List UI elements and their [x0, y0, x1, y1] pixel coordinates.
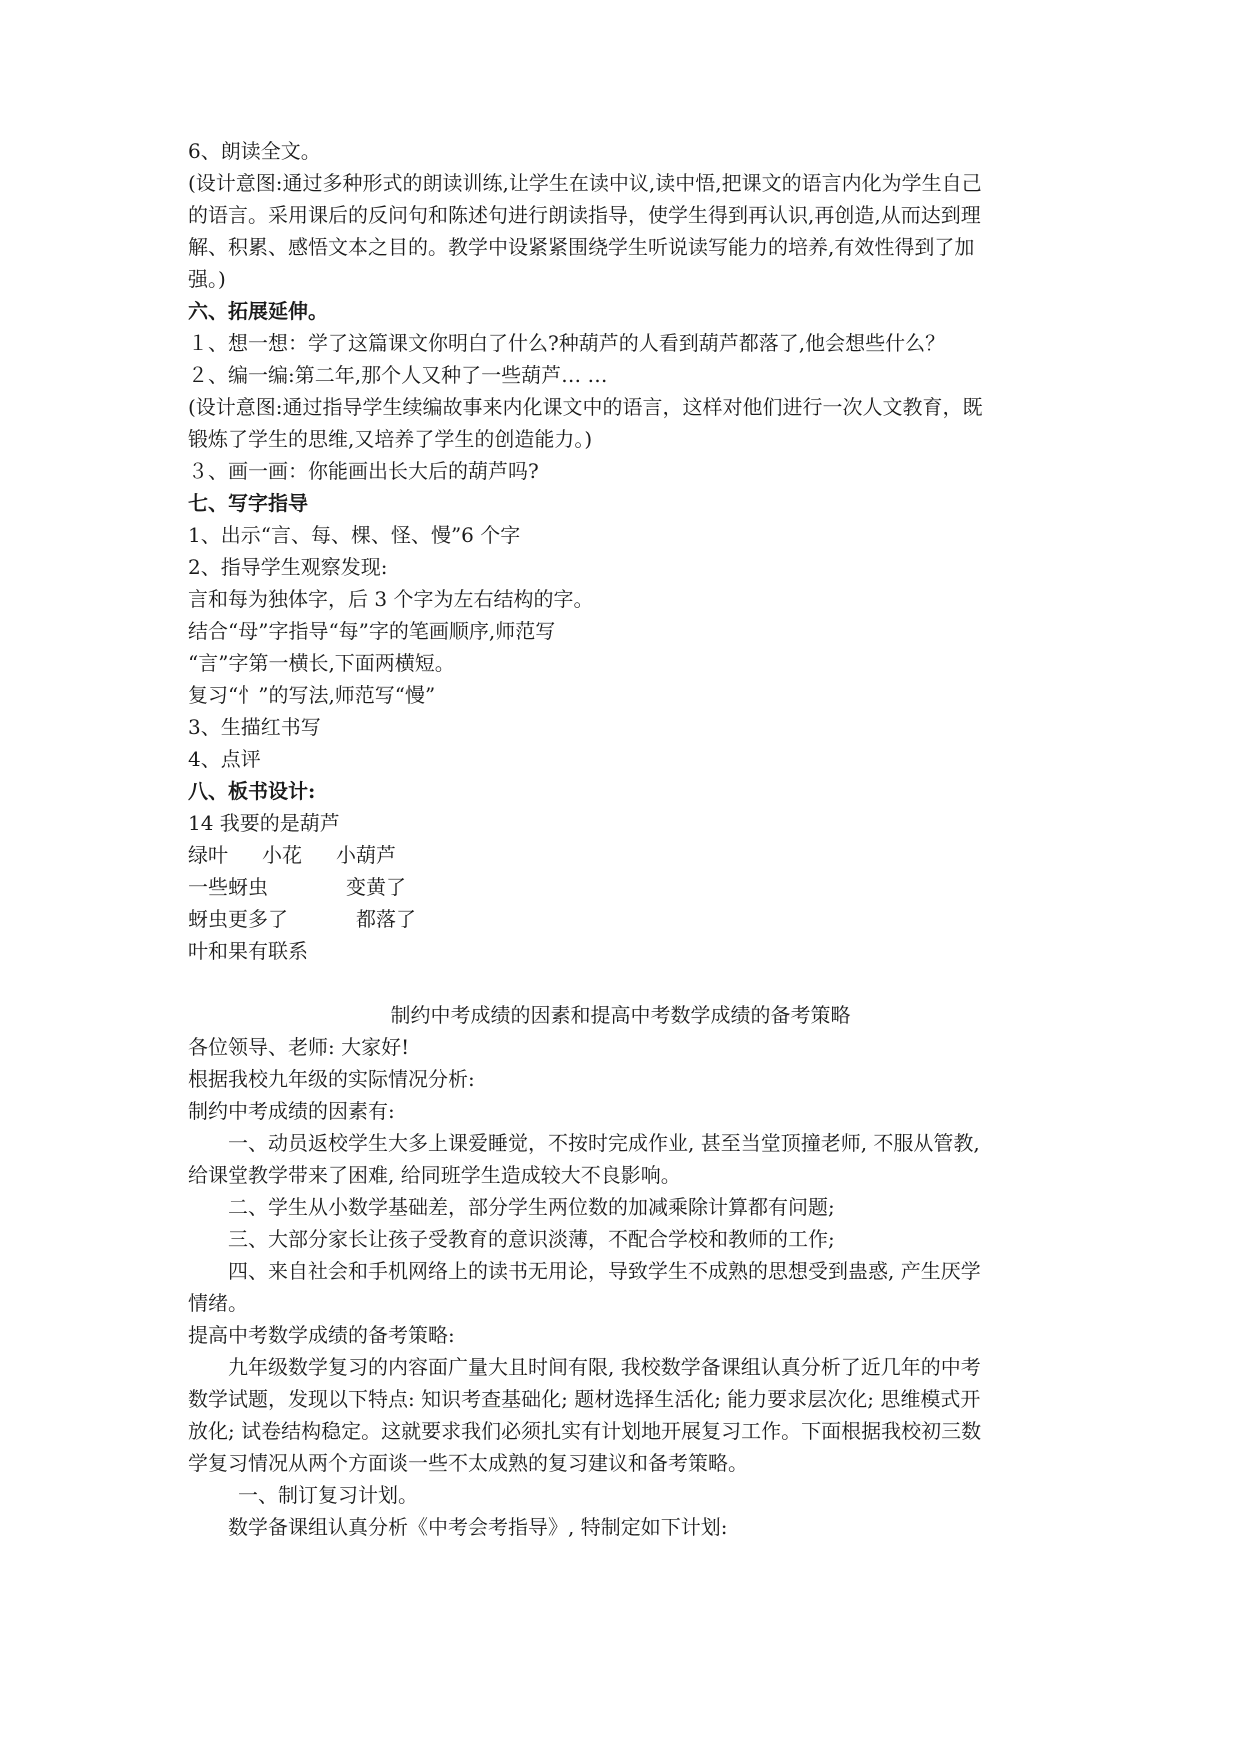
- writing-step: 复习“忄”的写法,师范写“慢”: [188, 683, 436, 707]
- extension-item: ３、画一画：你能画出长大后的葫芦吗?: [188, 459, 539, 483]
- writing-step: 言和每为独体字，后 3 个字为左右结构的字。: [188, 587, 594, 611]
- writing-step: “言”字第一横长,下面两横短。: [188, 651, 455, 675]
- board-cell: 变黄了: [346, 875, 406, 899]
- plan-heading: 一、制订复习计划。: [238, 1483, 418, 1507]
- factor-item: 情绪。: [188, 1291, 248, 1315]
- writing-step: 结合“母”字指导“每”字的笔画顺序,师范写: [188, 619, 556, 643]
- extension-item: １、想一想：学了这篇课文你明白了什么?种葫芦的人看到葫芦都落了,他会想些什么？: [188, 331, 946, 355]
- board-row: 叶和果有联系: [188, 939, 308, 963]
- design-intent-line: 锻炼了学生的思维,又培养了学生的创造能力。): [188, 427, 593, 451]
- design-intent-line: (设计意图:通过多种形式的朗读训练,让学生在读中议,读中悟,把课文的语言内化为学生自己: [188, 171, 982, 195]
- heading-board-design: 八、板书设计:: [188, 779, 316, 803]
- writing-step: 1、出示“言、每、棵、怪、慢”6 个字: [188, 523, 521, 547]
- board-row: [188, 874, 406, 900]
- strategy-heading: 提高中考数学成绩的备考策略:: [188, 1323, 455, 1347]
- board-cell: 小花: [262, 843, 302, 867]
- article-title: 制约中考成绩的因素和提高中考数学成绩的备考策略: [390, 1003, 851, 1027]
- strategy-paragraph: 放化; 试卷结构稳定。这就要求我们必须扎实有计划地开展复习工作。下面根据我校初三数: [188, 1419, 982, 1443]
- greeting: 各位领导、老师: 大家好!: [188, 1035, 410, 1059]
- extension-item: ２、编一编:第二年,那个人又种了一些葫芦… …: [188, 363, 608, 387]
- writing-step: 4、点评: [188, 747, 261, 771]
- plan-text: 数学备课组认真分析《中考会考指导》, 特制定如下计划:: [228, 1515, 728, 1539]
- intro-line: 根据我校九年级的实际情况分析:: [188, 1067, 475, 1091]
- step-read-all: 6、朗读全文。: [188, 139, 321, 163]
- board-cell: 一些蚜虫: [188, 875, 268, 899]
- board-cell: 绿叶: [188, 843, 228, 867]
- design-intent-line: 的语言。采用课后的反问句和陈述句进行朗读指导，使学生得到再认识,再创造,从而达到理: [188, 203, 981, 227]
- strategy-paragraph: 九年级数学复习的内容面广量大且时间有限, 我校数学备课组认真分析了近几年的中考: [228, 1355, 981, 1379]
- factor-item: 二、学生从小数学基础差，部分学生两位数的加减乘除计算都有问题;: [228, 1195, 835, 1219]
- writing-step: 2、指导学生观察发现:: [188, 555, 388, 579]
- factor-item: 给课堂教学带来了困难, 给同班学生造成较大不良影响。: [188, 1163, 681, 1187]
- factor-item: 四、来自社会和手机网络上的读书无用论，导致学生不成熟的思想受到蛊惑, 产生厌学: [228, 1259, 981, 1283]
- board-row: [188, 842, 396, 868]
- board-title: 14 我要的是葫芦: [188, 811, 340, 835]
- board-cell: 都落了: [356, 907, 416, 931]
- writing-step: 3、生描红书写: [188, 715, 321, 739]
- board-row: [188, 906, 416, 932]
- factor-item: 一、动员返校学生大多上课爱睡觉，不按时完成作业, 甚至当堂顶撞老师, 不服从管教,: [228, 1131, 980, 1155]
- board-cell: 小葫芦: [336, 843, 396, 867]
- heading-extension: 六、拓展延伸。: [188, 299, 328, 323]
- design-intent-line: 强。): [188, 267, 226, 291]
- strategy-paragraph: 学复习情况从两个方面谈一些不太成熟的复习建议和备考策略。: [188, 1451, 748, 1475]
- factors-heading: 制约中考成绩的因素有:: [188, 1099, 395, 1123]
- design-intent-line: (设计意图:通过指导学生续编故事来内化课文中的语言，这样对他们进行一次人文教育，既: [188, 395, 983, 419]
- strategy-paragraph: 数学试题，发现以下特点: 知识考查基础化; 题材选择生活化; 能力要求层次化; 思维模式开: [188, 1387, 981, 1411]
- heading-writing-guide: 七、写字指导: [188, 491, 308, 515]
- design-intent-line: 解、积累、感悟文本之目的。教学中设紧紧围绕学生听说读写能力的培养,有效性得到了加: [188, 235, 975, 259]
- factor-item: 三、大部分家长让孩子受教育的意识淡薄，不配合学校和教师的工作;: [228, 1227, 835, 1251]
- board-cell: 蚜虫更多了: [188, 907, 288, 931]
